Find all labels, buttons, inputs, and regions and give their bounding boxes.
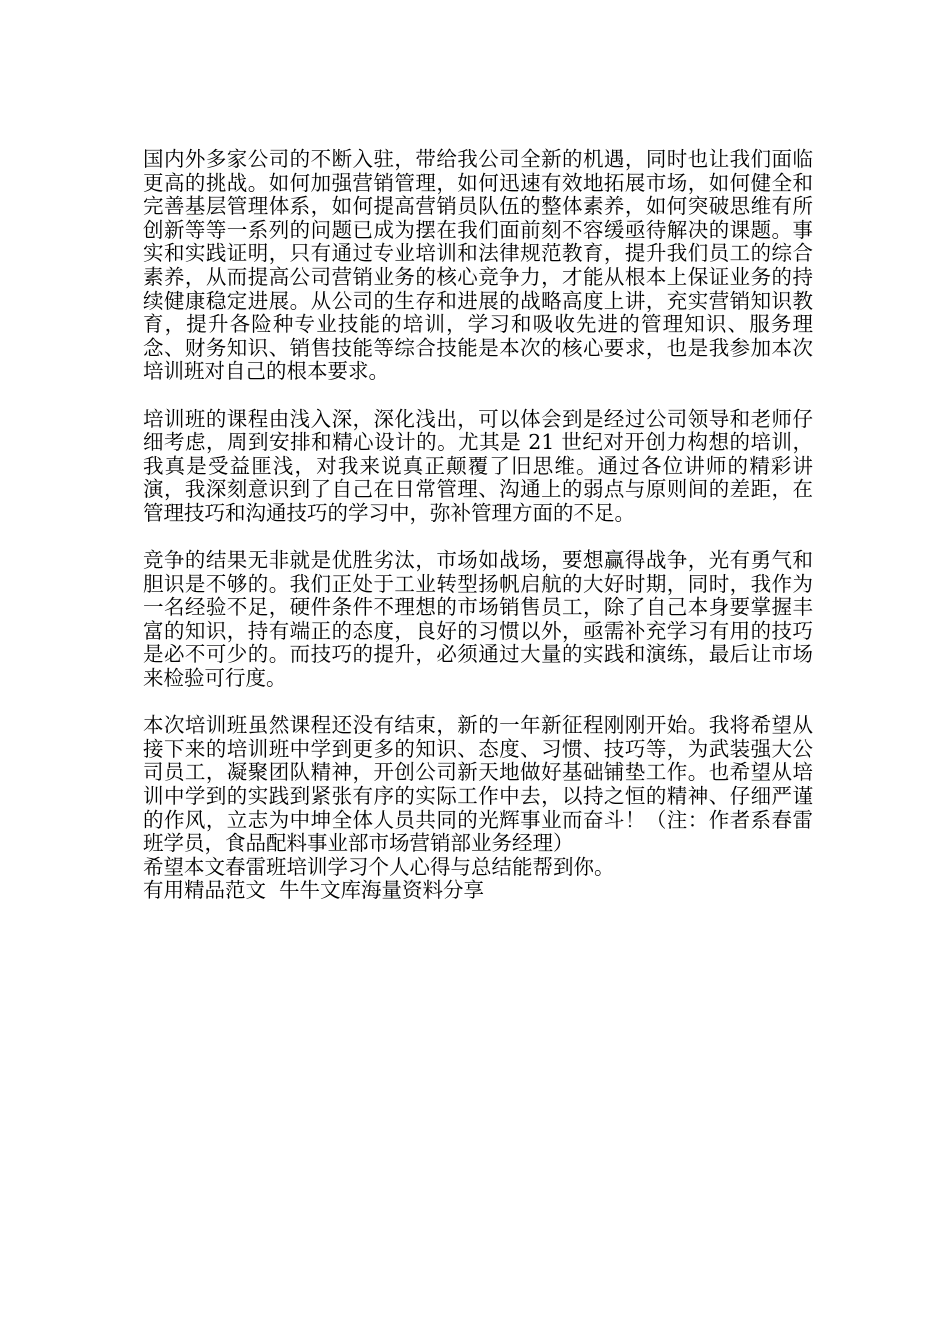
paragraph-3: 竞争的结果无非就是优胜劣汰，市场如战场，要想赢得战争，光有勇气和胆识是不够的。我们正处于工业转型扬帆启航的大好时期，同时，我作为一名经验不足，硬件条件不理想的市场销售员工，除了自己本身要掌握丰富的知识，持有端正的态度，良好的习惯以外，亟需补充学习有用的技巧是必不可少的。而技巧的提升，必须通过大量的实践和演练，最后让市场来检验可行度。 (143, 548, 813, 691)
paragraph-2: 培训班的课程由浅入深，深化浅出，可以体会到是经过公司领导和老师仔细考虑，周到安排和精心设计的。尤其是 21 世纪对开创力构想的培训，我真是受益匪浅，对我来说真正颠覆了旧思维。通过各位讲师的精彩讲演，我深刻意识到了自己在日常管理、沟通上的弱点与原则间的差距，在管理技巧和沟通技巧的学习中，弥补管理方面的不足。 (143, 406, 813, 525)
paragraph-1: 国内外多家公司的不断入驻，带给我公司全新的机遇，同时也让我们面临更高的挑战。如何加强营销管理，如何迅速有效地拓展市场，如何健全和完善基层管理体系，如何提高营销员队伍的整体素养，如何突破思维有所创新等等一系列的问题已成为摆在我们面前刻不容缓亟待解决的课题。事实和实践证明，只有通过专业培训和法律规范教育，提升我们员工的综合素养，从而提高公司营销业务的核心竞争力，才能从根本上保证业务的持续健康稳定进展。从公司的生存和进展的战略高度上讲，充实营销知识教育，提升各险种专业技能的培训，学习和吸收先进的管理知识、服务理念、财务知识、销售技能等综合技能是本次的核心要求，也是我参加本次培训班对自己的根本要求。 (143, 147, 813, 384)
paragraph-4: 本次培训班虽然课程还没有结束，新的一年新征程刚刚开始。我将希望从接下来的培训班中学到更多的知识、态度、习惯、技巧等，为武装强大公司员工，凝聚团队精神，开创公司新天地做好基础铺垫工作。也希望从培训中学到的实践到紧张有序的实际工作中去，以持之恒的精神、仔细严谨的作风，立志为中坤全体人员共同的光辉事业而奋斗！（注：作者系春雷班学员，食品配料事业部市场营销部业务经理） (143, 713, 813, 856)
document-body (143, 148, 813, 903)
closing-line: 希望本文春雷班培训学习个人心得与总结能帮到你。 (143, 854, 615, 879)
footer-line: 有用精品范文 牛牛文库海量资料分享 (143, 878, 485, 903)
